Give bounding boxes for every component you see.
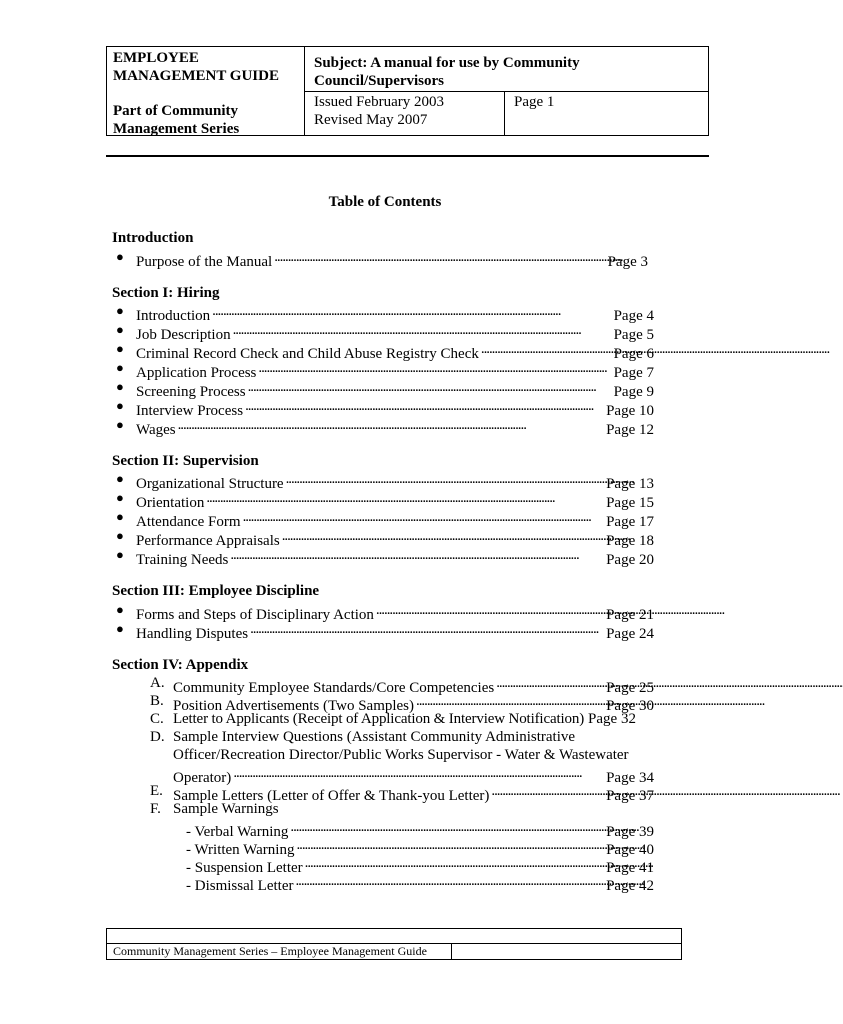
toc-entry-page: Page 20	[606, 552, 654, 568]
toc-entry-page: Page 3	[607, 254, 648, 270]
guide-title-line2: MANAGEMENT GUIDE	[113, 68, 279, 84]
toc-entry-label: Introduction	[136, 308, 211, 324]
dot-leader	[274, 248, 605, 266]
series-line1: Part of Community	[113, 103, 238, 119]
guide-title-line1: EMPLOYEE	[113, 50, 199, 66]
toc-entry-page: Page 41	[606, 860, 654, 876]
toc-entry[interactable]	[116, 546, 654, 568]
subject-line1: Subject: A manual for use by Community	[314, 55, 580, 71]
toc-entry[interactable]	[186, 836, 654, 858]
bullet-icon: ●	[116, 341, 124, 356]
toc-entry-label: Organizational Structure	[136, 476, 284, 492]
toc-entry-label: Interview Process	[136, 403, 244, 419]
dot-leader	[245, 397, 604, 415]
toc-entry[interactable]	[116, 416, 654, 438]
appendix-letter: C.	[150, 711, 164, 727]
dot-leader	[233, 764, 604, 782]
footer-text: Community Management Series – Employee Management Guide	[113, 944, 427, 958]
subject-line2: Council/Supervisors	[314, 73, 445, 89]
toc-entry-page: Page 32	[588, 711, 636, 727]
guide-title	[113, 49, 279, 85]
dot-leader	[250, 620, 604, 638]
document-header-table	[106, 46, 709, 136]
toc-entry-label: Wages	[136, 422, 176, 438]
toc-entry-label: - Suspension Letter	[186, 860, 303, 876]
toc-entry-page: Page 12	[606, 422, 654, 438]
toc-entry-page: Page 6	[613, 346, 654, 362]
toc-entry-page: Page 40	[606, 842, 654, 858]
toc-entry[interactable]	[116, 620, 654, 642]
dot-leader	[258, 359, 611, 377]
toc-entry-label: - Verbal Warning	[186, 824, 289, 840]
toc-entry[interactable]	[186, 854, 654, 876]
toc-entry-label: - Dismissal Letter	[186, 878, 294, 894]
revised-date: Revised May 2007	[314, 112, 428, 128]
dot-leader	[206, 489, 604, 507]
toc-entry-page: Page 42	[606, 878, 654, 894]
header-issued-cell	[305, 92, 505, 135]
toc-entry-label-line1: Sample Interview Questions (Assistant Community Administrative	[173, 729, 576, 745]
toc-entry-label: Letter to Applicants (Receipt of Application & Interview Notification)	[173, 711, 585, 727]
bullet-icon: ●	[116, 398, 124, 413]
toc-entry[interactable]	[116, 489, 654, 511]
toc-entry-page: Page 5	[613, 327, 654, 343]
bullet-icon: ●	[116, 249, 124, 264]
bullet-icon: ●	[116, 509, 124, 524]
header-page-cell	[505, 92, 708, 135]
toc-entry-page: Page 30	[606, 698, 654, 714]
toc-entry-label: Operator)	[173, 770, 232, 786]
dot-leader	[491, 782, 604, 800]
toc-entry-label: Performance Appraisals	[136, 533, 280, 549]
header-subject-cell	[305, 47, 708, 92]
page-footer	[106, 928, 682, 960]
bullet-icon: ●	[116, 379, 124, 394]
bullet-icon: ●	[116, 471, 124, 486]
dot-leader	[496, 674, 604, 692]
appendix-letter: E.	[150, 783, 163, 799]
subject-text	[314, 54, 580, 90]
dot-leader	[376, 601, 604, 619]
dot-leader	[295, 872, 604, 890]
bullet-icon: ●	[116, 490, 124, 505]
bullet-icon: ●	[116, 547, 124, 562]
toc-entry[interactable]	[116, 397, 654, 419]
toc-entry-page: Page 25	[606, 680, 654, 696]
bullet-icon: ●	[116, 602, 124, 617]
toc-entry[interactable]	[186, 818, 654, 840]
toc-entry-label: Application Process	[136, 365, 257, 381]
toc-entry-page: Page 15	[606, 495, 654, 511]
toc-entry-page: Page 34	[606, 770, 654, 786]
toc-entry[interactable]	[116, 321, 654, 343]
toc-entry[interactable]	[116, 378, 654, 400]
section-heading-discipline: Section III: Employee Discipline	[112, 583, 320, 599]
issued-date: Issued February 2003	[314, 94, 444, 110]
appendix-letter: B.	[150, 693, 164, 709]
series-label	[113, 102, 239, 138]
issue-dates	[314, 93, 444, 129]
section-heading-supervision: Section II: Supervision	[112, 453, 259, 469]
toc-entry[interactable]	[173, 692, 654, 714]
toc-entry-page: Page 4	[613, 308, 654, 324]
toc-entry-label: Community Employee Standards/Core Competencies	[173, 680, 495, 696]
bullet-icon: ●	[116, 417, 124, 432]
toc-entry[interactable]	[116, 302, 654, 324]
toc-entry-label: Training Needs	[136, 552, 229, 568]
toc-entry-label: Purpose of the Manual	[136, 254, 273, 270]
toc-entry[interactable]	[173, 710, 654, 729]
dot-leader	[286, 470, 604, 488]
toc-title: Table of Contents	[328, 194, 442, 210]
toc-entry-label: - Written Warning	[186, 842, 295, 858]
toc-entry-label: Criminal Record Check and Child Abuse Registry Check	[136, 346, 479, 362]
bullet-icon: ●	[116, 322, 124, 337]
dot-leader	[212, 302, 611, 320]
dot-leader	[233, 321, 612, 339]
toc-entry-label: Position Advertisements (Two Samples)	[173, 698, 415, 714]
dot-leader	[305, 854, 604, 872]
bullet-icon: ●	[116, 303, 124, 318]
toc-entry-page: Page 18	[606, 533, 654, 549]
bullet-icon: ●	[116, 528, 124, 543]
toc-entry[interactable]	[116, 340, 654, 362]
toc-entry-page: Page 17	[606, 514, 654, 530]
page-number: Page 1	[514, 94, 555, 110]
toc-entry-page: Page 24	[606, 626, 654, 642]
bullet-icon: ●	[116, 360, 124, 375]
section-heading-hiring: Section I: Hiring	[112, 285, 220, 301]
dot-leader	[481, 340, 612, 358]
section-heading-introduction: Introduction	[112, 230, 194, 246]
footer-column-divider	[451, 943, 452, 959]
toc-entry-page: Page 9	[613, 384, 654, 400]
toc-entry-label: Attendance Form	[136, 514, 241, 530]
toc-entry-page: Page 10	[606, 403, 654, 419]
dot-leader	[296, 836, 604, 854]
dot-leader	[243, 508, 605, 526]
toc-entry[interactable]	[116, 527, 654, 549]
dot-leader	[248, 378, 612, 396]
section-heading-appendix: Section IV: Appendix	[112, 657, 249, 673]
toc-entry-label: Orientation	[136, 495, 205, 511]
dot-leader	[178, 416, 604, 434]
bullet-icon: ●	[116, 621, 124, 636]
toc-entry-label[interactable]: Sample Warnings	[173, 801, 279, 817]
series-line2: Management Series	[113, 121, 240, 137]
toc-entry-label: Forms and Steps of Disciplinary Action	[136, 607, 374, 623]
appendix-letter: D.	[150, 729, 165, 745]
dot-leader	[416, 692, 604, 710]
appendix-letter: A.	[150, 675, 165, 691]
toc-entry-page: Page 13	[606, 476, 654, 492]
toc-entry[interactable]	[116, 359, 654, 381]
toc-entry-page: Page 39	[606, 824, 654, 840]
dot-leader	[230, 546, 604, 564]
header-left-cell	[107, 47, 305, 135]
dot-leader	[282, 527, 604, 545]
toc-entry-label: Job Description	[136, 327, 231, 343]
toc-entry[interactable]	[116, 248, 648, 270]
appendix-letter: F.	[150, 801, 161, 817]
toc-entry-page: Page 21	[606, 607, 654, 623]
toc-entry[interactable]	[173, 674, 654, 696]
toc-entry[interactable]	[116, 601, 654, 623]
toc-entry[interactable]	[116, 508, 654, 530]
toc-entry-label-line2: Officer/Recreation Director/Public Works Supervisor - Water & Wastewater	[173, 747, 629, 763]
header-divider	[106, 155, 709, 157]
toc-entry[interactable]	[186, 872, 654, 894]
toc-entry[interactable]	[173, 782, 654, 804]
toc-entry-label: Handling Disputes	[136, 626, 249, 642]
toc-entry-page: Page 7	[613, 365, 654, 381]
toc-entry[interactable]	[116, 470, 654, 492]
toc-entry[interactable]	[173, 764, 654, 786]
toc-entry-label: Sample Letters (Letter of Offer & Thank-you Letter)	[173, 788, 490, 804]
toc-entry-page: Page 37	[606, 788, 654, 804]
toc-entry-label: Screening Process	[136, 384, 246, 400]
dot-leader	[290, 818, 604, 836]
